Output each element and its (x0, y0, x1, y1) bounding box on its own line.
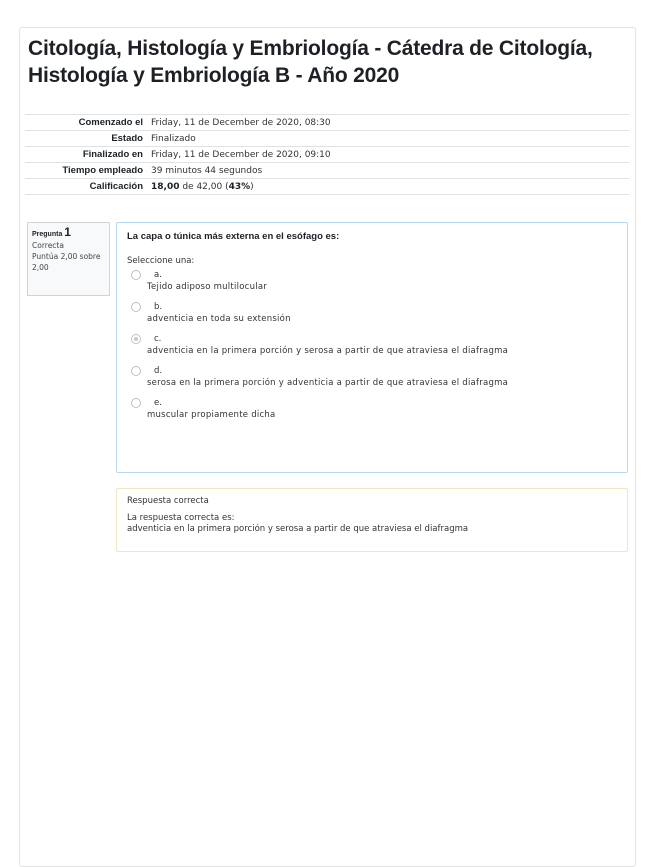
option-text: Tejido adiposo multilocular (147, 282, 268, 292)
question-state: Correcta (32, 241, 64, 250)
answer-option-a[interactable] (127, 269, 617, 293)
summary-row (25, 163, 629, 179)
radio-button[interactable] (131, 366, 141, 376)
grade-value (147, 179, 629, 195)
option-letter: a. (154, 270, 162, 280)
option-text: muscular propiamente dicha (147, 410, 276, 420)
grade-percent: 43% (228, 181, 251, 192)
summary-label: Tiempo empleado (62, 165, 143, 176)
question-number-prefix: Pregunta (32, 231, 63, 238)
question-content (116, 222, 628, 473)
option-text: serosa en la primera porción y adventicia a partir de que atraviesa el diafragma (147, 378, 509, 388)
summary-row (25, 147, 629, 163)
answer-option-d[interactable] (127, 365, 617, 389)
option-letter: b. (154, 302, 163, 312)
feedback-title: Respuesta correcta (127, 496, 209, 506)
radio-button-selected[interactable] (131, 334, 141, 344)
feedback-answer: adventicia en la primera porción y serosa a partir de que atraviesa el diafragma (127, 524, 469, 534)
answer-prompt: Seleccione una: (127, 256, 195, 266)
summary-value: 39 minutos 44 segundos (151, 165, 263, 176)
summary-label: Finalizado en (82, 149, 143, 160)
answer-option-b[interactable] (127, 301, 617, 325)
option-text: adventicia en la primera porción y serosa a partir de que atraviesa el diafragma (147, 346, 509, 356)
summary-label: Comenzado el (78, 117, 143, 128)
answer-option-c[interactable] (127, 333, 617, 357)
summary-row (25, 115, 629, 131)
quiz-review-card (19, 27, 636, 867)
radio-button[interactable] (131, 302, 141, 312)
summary-value: Friday, 11 de December de 2020, 09:10 (151, 149, 331, 160)
grade-score: 18,00 (151, 181, 180, 192)
summary-row (25, 131, 629, 147)
question-text: La capa o túnica más externa en el esófago es: (127, 231, 340, 242)
grade-connector: de 42,00 ( (179, 181, 229, 192)
summary-row-grade (25, 179, 629, 195)
answer-option-e[interactable] (127, 397, 617, 421)
radio-button[interactable] (131, 398, 141, 408)
question-feedback (116, 488, 628, 552)
question-mark: Puntúa 2,00 sobre 2,00 (32, 252, 101, 272)
option-text: adventicia en toda su extensión (147, 314, 291, 324)
feedback-label: La respuesta correcta es: (127, 513, 235, 523)
grade-close: ) (250, 181, 254, 192)
question-number (32, 227, 105, 240)
question-info-panel (27, 222, 110, 296)
summary-value: Finalizado (151, 133, 196, 144)
attempt-summary-table (25, 114, 629, 195)
summary-value: Friday, 11 de December de 2020, 08:30 (151, 117, 331, 128)
summary-label: Estado (111, 133, 143, 144)
option-letter: e. (154, 398, 162, 408)
option-letter: d. (154, 366, 163, 376)
question-number-value: 1 (64, 225, 71, 239)
page-title: Citología, Histología y Embriología - Cátedra de Citología, Histología y Embriología B - Año 2020 (28, 37, 593, 87)
radio-button[interactable] (131, 270, 141, 280)
grade-label: Calificación (89, 181, 143, 192)
option-letter: c. (154, 334, 162, 344)
